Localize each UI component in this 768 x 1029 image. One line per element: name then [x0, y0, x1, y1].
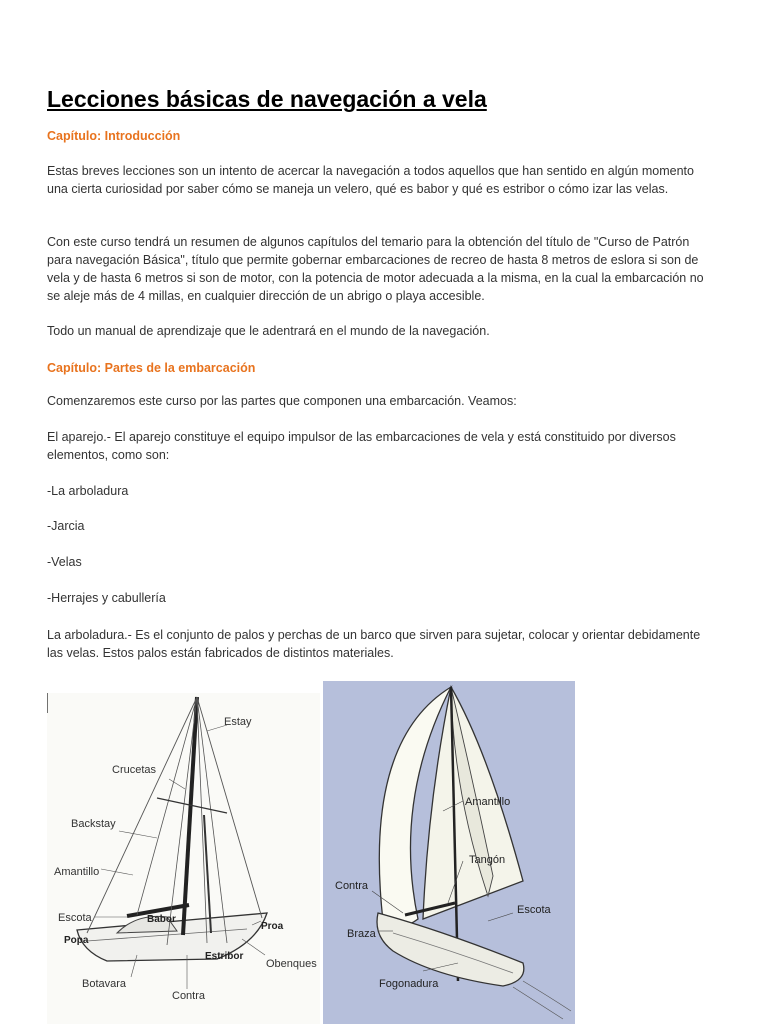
intro-paragraph-3: Todo un manual de aprendizaje que le adentrará en el mundo de la navegación. — [47, 324, 490, 338]
chapter-heading-introduccion: Capítulo: Introducción — [47, 129, 181, 143]
mast — [183, 697, 197, 935]
label-amantillo: Amantillo — [54, 866, 100, 878]
partes-paragraph-2: El aparejo.- El aparejo constituye el equipo impulsor de las embarcaciones de vela y está constituido por diversos elementos, como son: — [47, 430, 676, 462]
label-estay: Estay — [224, 716, 252, 728]
label-estribor: Estribor — [205, 951, 244, 962]
label-contra: Contra — [172, 990, 206, 1002]
intro-paragraph-1: Estas breves lecciones son un intento de acercar la navegación a todos aquellos que han sentido en algún momento una cierta curiosidad por saber cómo se maneja un velero, qué es babor y qué es estribor o cómo izar las velas. — [47, 164, 694, 196]
label-contra: Contra — [335, 880, 369, 892]
figures-row — [47, 681, 575, 1024]
partes-paragraph-3: La arboladura.- Es el conjunto de palos y perchas de un barco que sirven para sujetar, colocar y orientar debidamente las velas. Estos palos están fabricados de distintos materiales. — [47, 628, 701, 660]
list-item: -Velas — [47, 555, 82, 569]
list-item: -Jarcia — [47, 519, 85, 533]
spinnaker-illustration — [323, 681, 575, 1024]
partes-paragraph-1: Comenzaremos este curso por las partes que componen una embarcación. Veamos: — [47, 394, 517, 408]
label-braza: Braza — [347, 928, 376, 940]
label-botavara: Botavara — [82, 978, 127, 990]
list-item: -Herrajes y cabullería — [47, 591, 166, 605]
label-fogonadura: Fogonadura — [379, 978, 439, 990]
label-proa: Proa — [261, 921, 284, 932]
label-crucetas: Crucetas — [112, 764, 157, 776]
label-babor: Babor — [147, 914, 176, 925]
label-popa: Popa — [64, 935, 89, 946]
page-title: Lecciones básicas de navegación a vela — [47, 86, 487, 112]
label-escota: Escota — [517, 904, 551, 916]
sailboat-diagram-left — [47, 693, 320, 1024]
chapter-heading-partes: Capítulo: Partes de la embarcación — [47, 361, 256, 375]
label-tangon: Tangón — [469, 854, 506, 866]
sailboat-rigging-illustration — [47, 693, 320, 1024]
label-backstay: Backstay — [71, 818, 116, 830]
list-item: -La arboladura — [47, 484, 129, 498]
spinnaker-diagram-right — [323, 681, 575, 1024]
hull-shape — [377, 913, 524, 986]
intro-paragraph-2: Con este curso tendrá un resumen de algunos capítulos del temario para la obtención del título de "Curso de Patrón para navegación Básica", título que permite gobernar embarcaciones de recreo de hasta 8 metros de eslora si son de vela y de hasta 6 metros si son de motor, con la potencia de motor adecuada a la misma, en la cual la embarcación no se aleje más de 4 millas, en cualquier dirección de un abrigo o playa accesible. — [47, 235, 704, 303]
label-escota: Escota — [58, 912, 92, 924]
label-amantillo: Amantillo — [465, 796, 511, 808]
label-obenques: Obenques — [266, 958, 317, 970]
